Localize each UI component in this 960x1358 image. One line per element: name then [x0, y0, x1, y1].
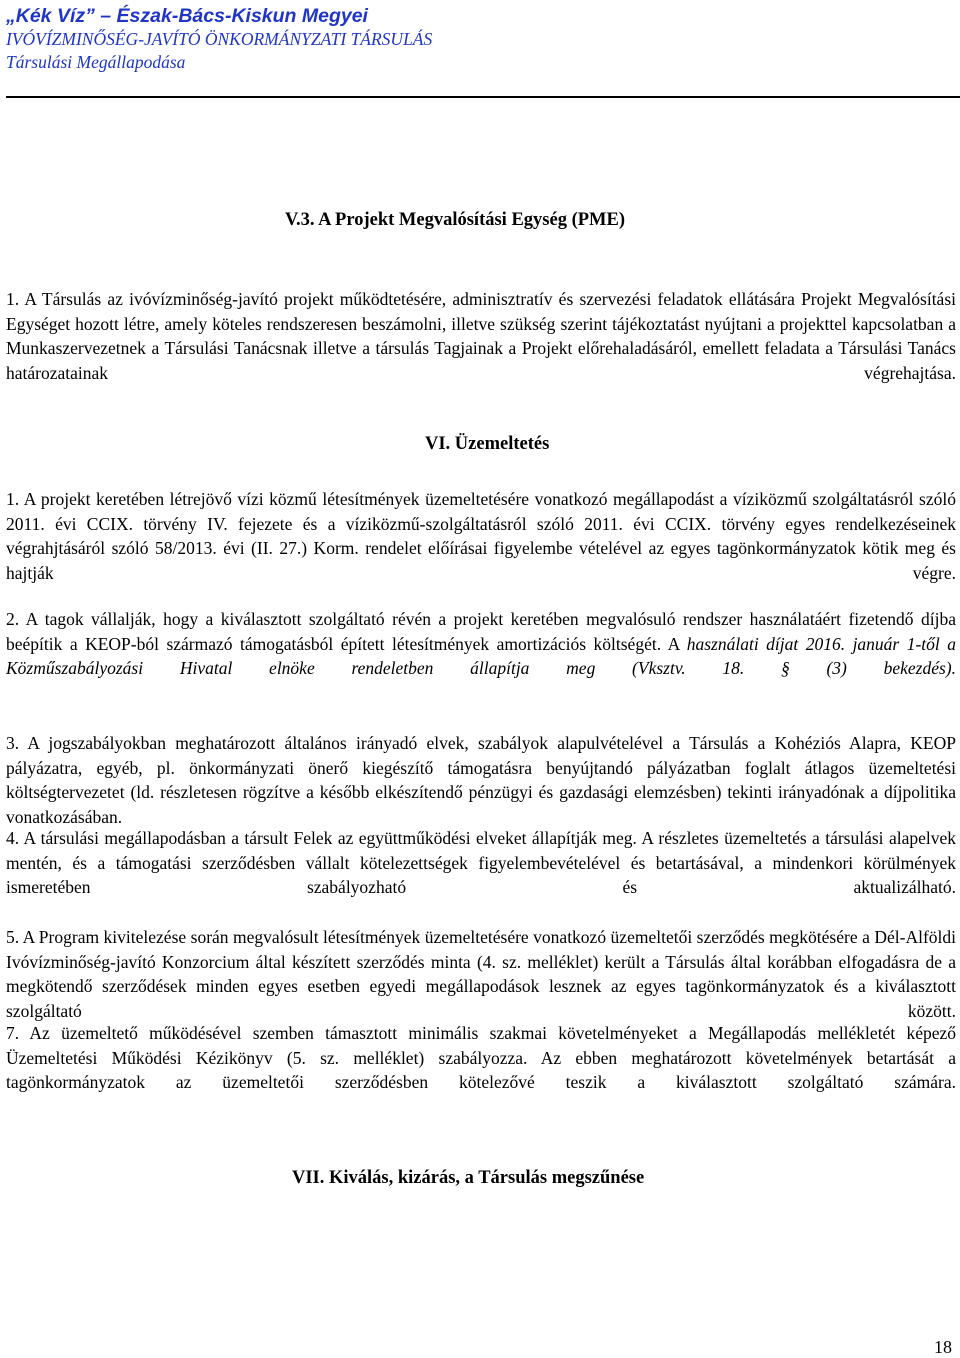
section-vi-paragraph-3: 3. A jogszabályokban meghatározott általános irányadó elvek, szabályok alapulvételével a Társulás a Kohéziós Alapra, KEOP pályázatra, egyéb, pl. önkormányzati önerő kiegészítő támogatásra benyújtandó pályázatban foglalt átlagos üzemeltetési költségtervezetet (ld. részletesen rögzítve a később elkészítendő pénzügyi és gazdasági elemzésben) tekinti irányadónak a díjpolitika vonatkozásában. [6, 733, 956, 827]
section-vii-title: VII. Kiválás, kizárás, a Társulás megszűnése [292, 1168, 645, 1188]
header-doc-name: Társulási Megállapodása [6, 52, 186, 72]
section-vi-paragraph-2: 2. A tagok vállalják, hogy a kiválasztott szolgáltató révén a projekt keretében megvalósuló rendszer használatáért fizetendő díjba beépítik a KEOP-ból származó támogatásból épített létesítmények amortizációs költségét. A használati díjat 2016. január 1-től a Közműszabályozási Hivatal elnöke rendeletben állapítja meg (Vksztv. 18. § (3) bekezdés). [6, 609, 956, 679]
document-header [6, 4, 432, 74]
section-vi-paragraph-5: 5. A Program kivitelezése során megvalósult létesítmények üzemeltetésére vonatkozó üzemeltetői szerződés megkötésére a Dél-Alföldi Ivóvízminőség-javító Konzorcium által készített szerződés minta (4. sz. melléklet) került a Társulás által korábban elfogadásra de a megkötendő szerződések minden egyes esetben egyedi megállapodások lesznek az egyes tagönkormányzatok és a kiválasztott szolgáltató között. [6, 927, 956, 1021]
section-vi-title: VI. Üzemeltetés [425, 434, 550, 454]
section-vi-paragraph-4: 4. A társulási megállapodásban a társult Felek az együttműködési elveket állapítják meg. A részletes üzemeltetés a társulási alapelvek mentén, és a támogatási szerződésben vállalt kötelezettségek figyelembevételével és betartásával, a mindenkori körülmények ismeretében szabályozható és aktualizálható. [6, 828, 956, 898]
section-vi-paragraph-1: 1. A projekt keretében létrejövő vízi közmű létesítmények üzemeltetésére vonatkozó megállapodást a víziközmű szolgáltatásról szóló 2011. évi CCIX. törvény IV. fejezete és a víziközmű-szolgáltatásról szóló 2011. évi CCIX. törvény egyes rendelkezéseinek végrahjtásáról szóló 58/2013. évi (II. 27.) Korm. rendelet előírásai figyelembe vételével az egyes tagönkormányzatok kötik meg és hajtják végre. [6, 489, 956, 583]
header-divider [6, 96, 960, 98]
header-title: „Kék Víz” – Észak-Bács-Kiskun Megyei [6, 5, 368, 27]
section-v3-paragraph-1: 1. A Társulás az ivóvízminőség-javító projekt működtetésére, adminisztratív és szervezési feladatok ellátására Projekt Megvalósítási Egységet hozott létre, amely köteles rendszeresen beszámolni, illetve szükség szerint tájékoztatást nyújtani a projekttel kapcsolatban a Munkaszervezetnek a Társulási Tanácsnak illetve a társulás Tagjainak a Projekt előrehaladásáról, emellett feladata a Társulási Tanács határozatainak végrehajtása. [6, 289, 956, 383]
section-vi-paragraph-2-italic: használati díjat 2016. január 1-től a Közműszabályozási Hivatal elnöke rendeletben állapítja meg (Vksztv. 18. § (3) bekezdés). [6, 633, 956, 679]
section-v3-title: V.3. A Projekt Megvalósítási Egység (PME) [285, 210, 625, 230]
page-number: 18 [934, 1337, 952, 1357]
section-vi-paragraph-7: 7. Az üzemeltető működésével szemben támasztott minimális szakmai követelményeket a Megállapodás mellékletét képező Üzemeltetési Működési Kézikönyv (5. sz. melléklet) szabályozza. Az ebben meghatározott követelmények betartását a tagönkormányzatok az üzemeltetői szerződésben kötelezővé teszik a kiválasztott szolgáltató számára. [6, 1023, 956, 1093]
header-subtitle: IVÓVÍZMINŐSÉG-JAVÍTÓ ÖNKORMÁNYZATI TÁRSULÁS [6, 29, 433, 49]
